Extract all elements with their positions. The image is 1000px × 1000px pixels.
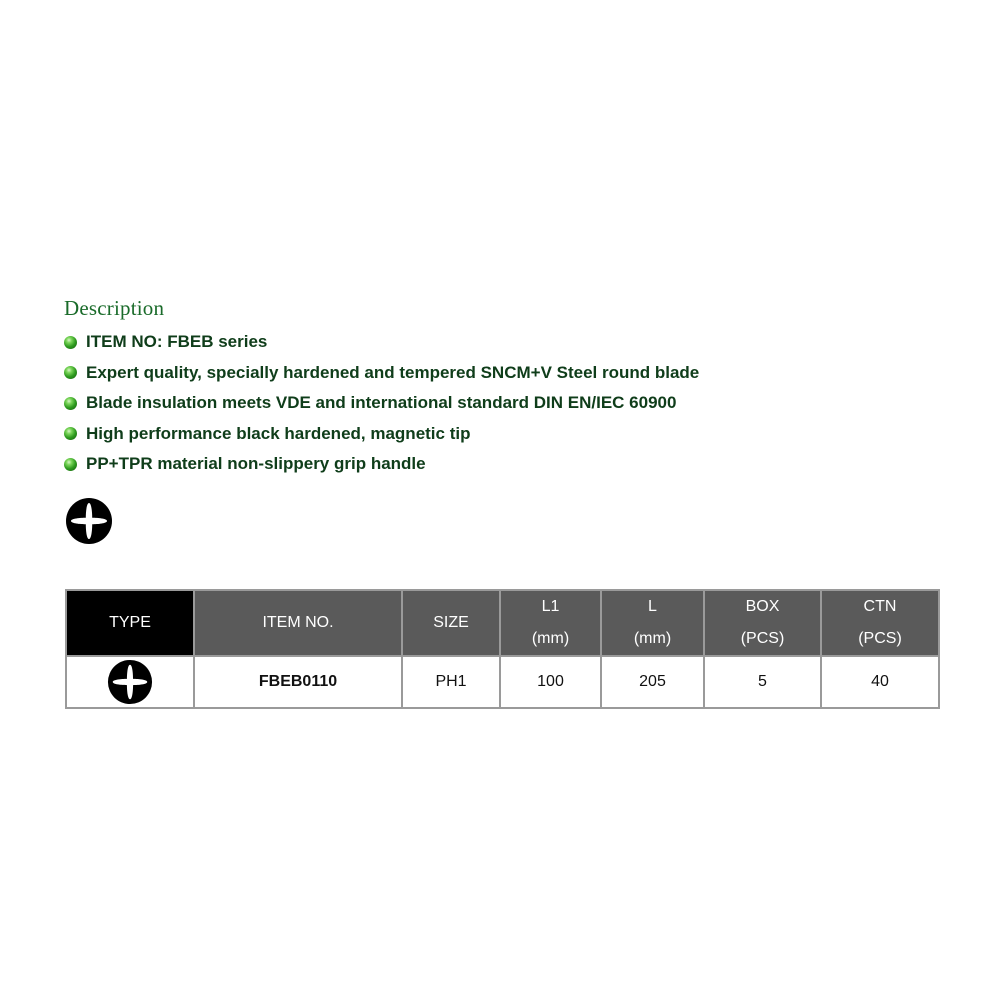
header-l-label: L — [648, 598, 657, 615]
feature-item — [64, 419, 699, 450]
feature-text: ITEM NO: FBEB series — [86, 332, 268, 352]
feature-list — [64, 327, 699, 480]
spec-table — [65, 589, 940, 709]
feature-item — [64, 449, 699, 480]
cell-box: 5 — [704, 656, 821, 708]
cell-l1: 100 — [500, 656, 601, 708]
header-l1-unit: (mm) — [531, 630, 570, 647]
header-type: TYPE — [66, 590, 194, 656]
header-l-unit: (mm) — [633, 630, 672, 647]
description-title: Description — [64, 296, 165, 320]
cell-item-no: FBEB0110 — [194, 656, 402, 708]
cell-size: PH1 — [402, 656, 500, 708]
feature-item — [64, 388, 699, 419]
header-ctn-label: CTN — [863, 598, 897, 615]
feature-text: Blade insulation meets VDE and international standard DIN EN/IEC 60900 — [86, 393, 677, 413]
feature-text: High performance black hardened, magnetic tip — [86, 423, 471, 443]
cell-ctn: 40 — [821, 656, 939, 708]
feature-text: Expert quality, specially hardened and tempered SNCM+V Steel round blade — [86, 362, 700, 382]
header-l1-label: L1 — [541, 598, 560, 615]
phillips-tip-icon — [107, 659, 153, 705]
feature-item — [64, 358, 699, 389]
green-bullet-icon — [64, 427, 77, 440]
cell-type — [66, 656, 194, 708]
feature-item — [64, 327, 699, 358]
header-ctn — [821, 590, 939, 656]
header-box — [704, 590, 821, 656]
header-box-label: BOX — [745, 598, 780, 615]
green-bullet-icon — [64, 458, 77, 471]
header-l1 — [500, 590, 601, 656]
header-l — [601, 590, 704, 656]
cell-l: 205 — [601, 656, 704, 708]
header-box-unit: (PCS) — [740, 630, 785, 647]
header-item-no: ITEM NO. — [194, 590, 402, 656]
green-bullet-icon — [64, 366, 77, 379]
phillips-tip-icon — [65, 497, 113, 545]
header-size: SIZE — [402, 590, 500, 656]
table-row — [66, 656, 939, 708]
table-header-row — [66, 590, 939, 656]
header-ctn-unit: (PCS) — [858, 630, 902, 647]
green-bullet-icon — [64, 397, 77, 410]
green-bullet-icon — [64, 336, 77, 349]
feature-text: PP+TPR material non-slippery grip handle — [86, 454, 426, 474]
